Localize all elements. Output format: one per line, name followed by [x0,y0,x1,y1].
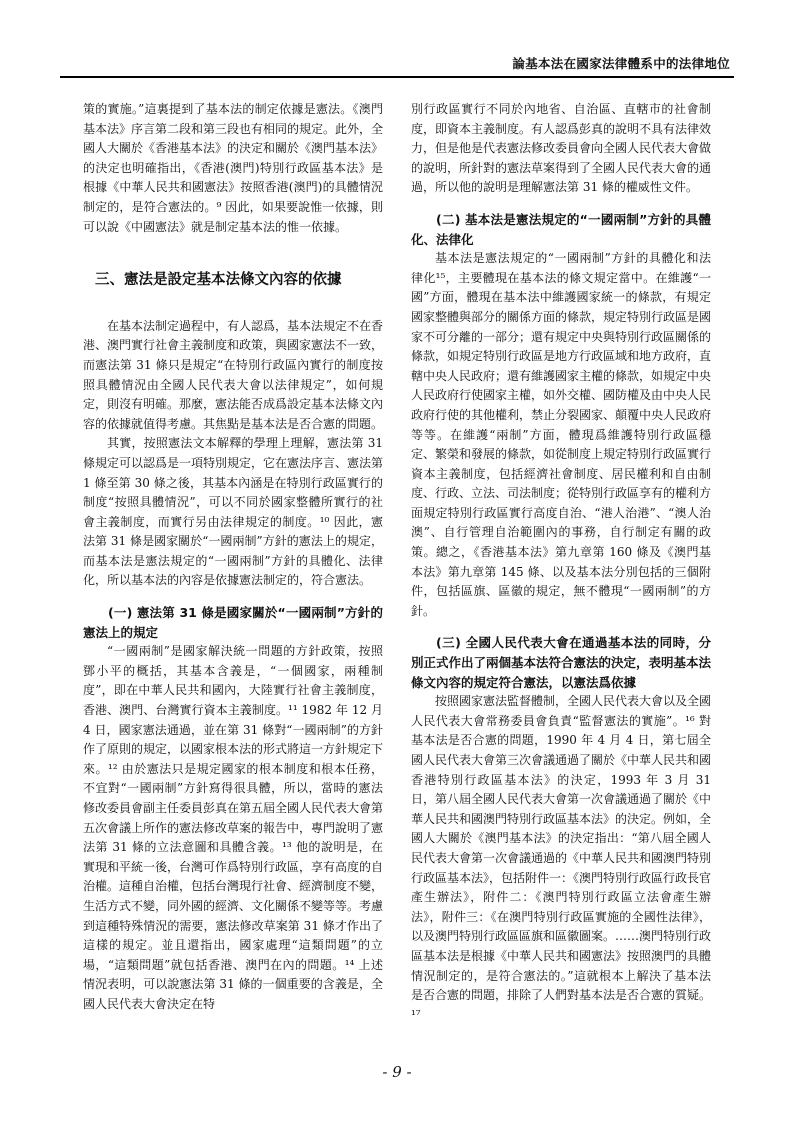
paragraph: 策的實施。”這裏提到了基本法的制定依據是憲法。《澳門基本法》序言第二段和第三段也有相同的規定。此外，全國人大關於《香港基本法》的決定和關於《澳門基本法》的決定也明確指出，《香港(澳門)特別行政區基本法》是根據《中華人民共和國憲法》按照香港(澳門)的具體情況制定的，是符合憲法的。⁹ 因此，如果要說惟一依據，則可以說《中國憲法》就是制定基本法的惟一依據。 [83,102,384,234]
paragraph: 別行政區實行不同於內地省、自治區、直轄市的社會制度，即資本主義制度。有人認爲彭真的說明不具有法律效力，但是他是代表憲法修改委員會向全國人民代表大會做的說明，所針對的憲法草案得到了全國人民代表大會的通過，所以他的說明是理解憲法第 31 條的權威性文件。 [411,102,712,195]
left-column [83,100,383,1015]
subsection-heading: (二) 基本法是憲法規定的“一國兩制”方針的具體化、法律化 [411,211,711,247]
section-heading: 三、憲法是設定基本法條文內容的依據 [95,272,342,289]
paragraph: 基本法是憲法規定的“一國兩制”方針的具體化和法律化¹⁵，主要體現在基本法的條文規定當中。在維護“一國”方面，體現在基本法中維護國家統一的條款，有規定國家整體與部分的關係方面的條款，規定特別行政區是國家不可分離的一部分；還有規定中央與特別行政區關係的條款，如規定特別行政區是地方行政區域和地方政府，直轄中央人民政府；還有維護國家主權的條款，如規定中央人民政府行使國家主權，如外交權、國防權及由中央人民政府行使的其他權利，禁止分裂國家、顛覆中央人民政府等等。在維護“兩制”方面，體現爲維護特別行政區穩定、繁榮和發展的條款，如從制度上規定特別行政區實行資本主義制度，包括經濟社會制度、居民權利和自由制度、行政、立法、司法制度；從特別行政區享有的權利方面規定特別行政區實行高度自治、“港人治港”、“澳人治澳”、自行管理自治範圍內的事務，自行制定有關的政策。總之，《香港基本法》第九章第 160 條及《澳門基本法》第九章第 145 條、以及基本法分別包括的三個附件，包括區旗、區徽的規定，無不體現“一國兩制”的方針。 [411,251,712,618]
paragraph: 其實，按照憲法文本解釋的學理上理解，憲法第 31 條規定可以認爲是一項特別規定，它在憲法序言、憲法第 1 條至第 30 條之後，其基本內涵是在特別行政區實行的制度“按照具體情況”，可以不同於國家整體所實行的社會主義制度，而實行另由法律規定的制度。¹⁰ 因此，憲法第 31 條是國家關於“一國兩制”方針的憲法上的規定，而基本法是憲法規定的“一國兩制”方針的具體化、法律化，所以基本法的內容是依據憲法制定的，符合憲法。 [83,436,384,588]
header-title: 論基本法在國家法律體系中的法律地位 [512,56,730,71]
subsection-heading: (一) 憲法第 31 條是國家關於“一國兩制”方針的憲法上的規定 [83,605,383,640]
running-header [60,52,734,78]
page-number: - 9 - [382,1063,412,1081]
paragraph: “一國兩制”是國家解決統一問題的方針政策，按照鄧小平的概括，其基本含義是，“一個國家，兩種制度”，即在中華人民共和國內，大陸實行社會主義制度，香港、澳門、台灣實行資本主義制度。¹¹ 1982 年 12 月 4 日，國家憲法通過，並在第 31 條對“一國兩制”的方針作了原則的規定，以國家根本法的形式將這一方針規定下來。¹² 由於憲法只是規定國家的根本制度和根本任務，不宜對“一國兩制”方針寫得很具體，所以，當時的憲法修改委員會副主任委員彭真在第五屆全國人民代表大會第五次會議上所作的憲法修改草案的報告中，專門說明了憲法第 31 條的立法意圖和具體含義。¹³ 他的說明是，在實現和平統一後，台灣可作爲特別行政區，享有高度的自治權。這種自治權，包括台灣現行社會、經濟制度不變，生活方式不變，同外國的經濟、文化關係不變等等。考慮到這種特殊情況的需要，憲法修改草案第 31 條才作出了這樣的規定。並且還指出，國家處理“這類問題”的立場，“這類問題”就包括香港、澳門在內的問題。¹⁴ 上述情況表明，可以說憲法第 31 條的一個重要的含義是，全國人民代表大會決定在特 [83,644,384,1011]
paragraph: 在基本法制定過程中，有人認爲，基本法規定不在香港、澳門實行社會主義制度和政策，與國家憲法不一致，而憲法第 31 條只是規定“在特別行政區內實行的制度按照具體情況由全國人民代表大會以法律規定”，如何規定，則沒有明確。那麼，憲法能否成爲設定基本法條文內容的依據就值得考慮。其焦點是基本法是否合憲的問題。 [83,318,384,431]
right-column [411,100,711,1025]
paragraph: 按照國家憲法監督體制，全國人民代表大會以及全國人民代表大會常務委員會負責“監督憲法的實施”。¹⁶ 對基本法是否合憲的問題，1990 年 4 月 4 日，第七屆全國人民代表大會第三次會議通過了關於《中華人民共和國香港特別行政區基本法》的決定，1993 年 3 月 31 日，第八屆全國人民代表大會第一次會議通過了關於《中華人民共和國澳門特別行政區基本法》的決定。例如，全國人大關於《澳門基本法》的決定指出：“第八屆全國人民代表大會第一次會議通過的《中華人民共和國澳門特別行政區基本法》，包括附件一：《澳門特別行政區行政長官產生辦法》，附件二：《澳門特別行政區立法會產生辦法》，附件三：《在澳門特別行政區實施的全國性法律》，以及澳門特別行政區區旗和區徽圖案。……澳門特別行政區基本法是根據《中華人民共和國憲法》按照澳門的具體情況制定的，是符合憲法的。”這就根本上解決了基本法是否合憲的問題，排除了人們對基本法是否合憲的質疑。¹⁷ [411,694,712,1022]
subsection-heading: (三) 全國人民代表大會在通過基本法的同時，分別正式作出了兩個基本法符合憲法的決定，表明基本法條文內容的規定符合憲法，以憲法爲依據 [411,635,712,690]
